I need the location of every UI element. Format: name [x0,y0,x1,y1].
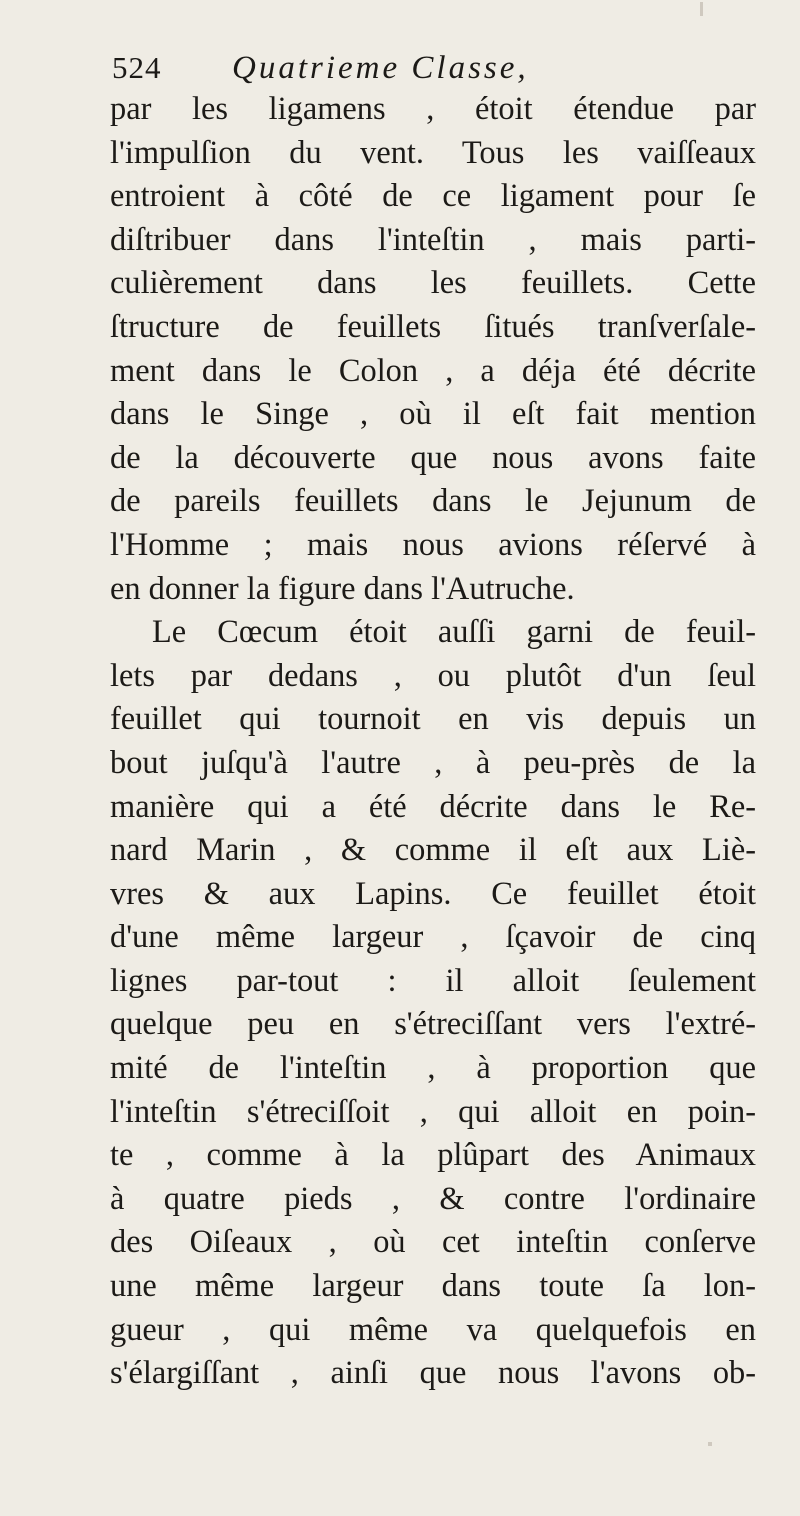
text-line: manière qui a été décrite dans le Re- [110,788,756,825]
text-line: lignes par-tout : il alloit ſeulement [110,962,756,999]
text-line: l'inteſtin s'étreciſſoit , qui alloit en poin- [110,1093,756,1130]
text-line: par les ligamens , étoit étendue par [110,91,756,127]
text-line: te , comme à la plûpart des Animaux [110,1137,756,1174]
text-line: ſtructure de feuillets ſitués tranſverſale- [110,308,756,345]
text-line: quelque peu en s'étreciſſant vers l'extré- [110,1006,756,1043]
text-line: une même largeur dans toute ſa lon- [110,1268,756,1305]
text-line: l'Homme ; mais nous avions réſervé à [110,526,756,563]
text-line: l'impulſion du vent. Tous les vaiſſeaux [110,134,756,171]
text-line: feuillet qui tournoit en vis depuis un [110,701,756,738]
text-line: d'une même largeur , ſçavoir de cinq [110,919,756,956]
paper-speck [700,2,703,16]
running-title: Quatrieme Classe, [232,50,529,86]
text-line: diſtribuer dans l'inteſtin , mais parti- [110,221,756,258]
text-line: lets par dedans , ou plutôt d'un ſeul [110,657,756,694]
text-line: ment dans le Colon , a déja été décrite [110,352,756,389]
text-line: bout juſqu'à l'autre , à peu-près de la [110,744,756,781]
body-text [110,88,756,1396]
text-line: vres & aux Lapins. Ce feuillet étoit [110,875,756,912]
text-line: en donner la figure dans l'Autruche. [110,570,575,607]
paper-speck [708,1442,712,1446]
text-line: mité de l'inteſtin , à proportion que [110,1050,756,1087]
text-line: s'élargiſſant , ainſi que nous l'avons ob- [110,1355,756,1392]
text-line: entroient à côté de ce ligament pour ſe [110,178,756,215]
text-line: de la découverte que nous avons faite [110,439,756,476]
page-number: 524 [112,50,162,85]
text-line: des Oiſeaux , où cet inteſtin conſerve [110,1224,756,1261]
text-line: Le Cœcum étoit auſſi garni de feuil- [152,614,756,651]
text-line: culièrement dans les feuillets. Cette [110,265,756,302]
text-line: dans le Singe , où il eſt fait mention [110,396,756,433]
text-line: à quatre pieds , & contre l'ordinaire [110,1180,756,1217]
text-line: nard Marin , & comme il eſt aux Liè- [110,832,756,869]
text-line: de pareils feuillets dans le Jejunum de [110,483,756,520]
text-line: gueur , qui même va quelquefois en [110,1311,756,1348]
